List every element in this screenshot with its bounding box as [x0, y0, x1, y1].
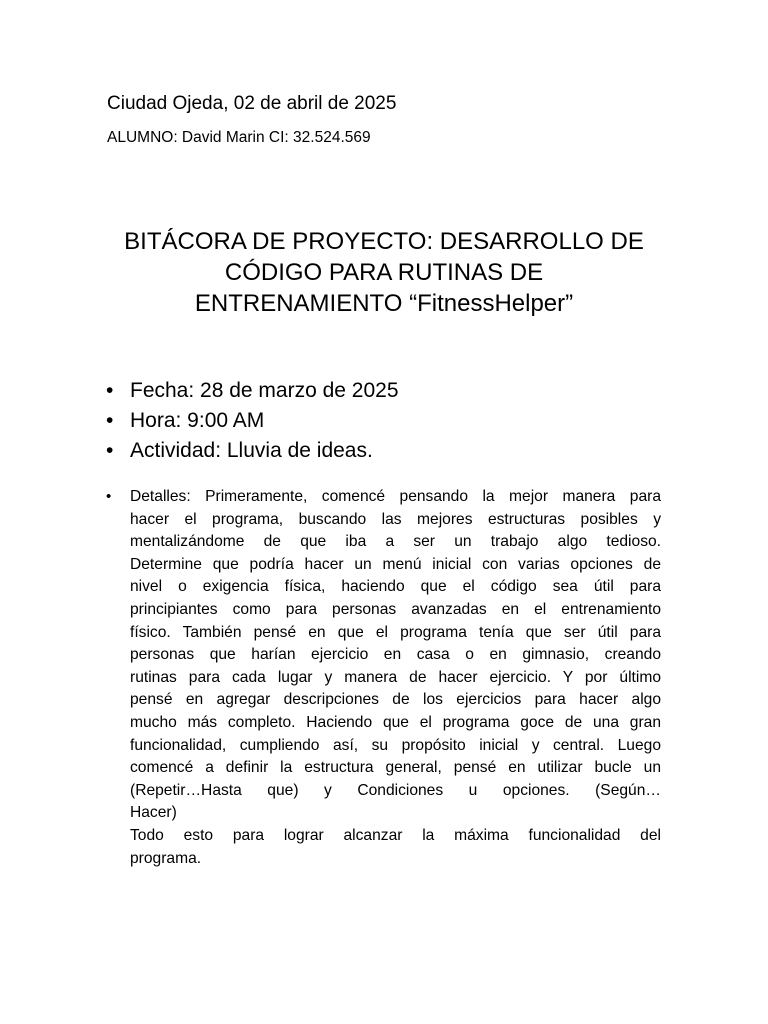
details-line: mentalizándome de que iba a ser un trabajo algo tedioso. [130, 533, 661, 551]
actividad-text: Actividad: Lluvia de ideas. [130, 439, 373, 462]
details-line: físico. También pensé en que el programa tenía que ser útil para [130, 623, 661, 641]
bullet-icon: • [106, 379, 114, 402]
details-line: personas que harían ejercicio en casa o en gimnasio, creando [130, 646, 661, 664]
details-line: rutinas para cada lugar y manera de hacer ejercicio. Y por último [130, 668, 661, 686]
details-line: Hacer) [130, 804, 177, 822]
details-paragraph [130, 486, 661, 870]
details-line: (Repetir…Hasta que) y Condiciones u opciones. (Según… [130, 781, 661, 799]
details-line: mucho más completo. Haciendo que el programa goce de una gran [130, 713, 661, 731]
title-line-2: CÓDIGO PARA RUTINAS DE [224, 259, 544, 286]
details-line: comencé a definir la estructura general, pensé en utilizar bucle un [130, 759, 661, 777]
details-line: pensé en agregar descripciones de los ejercicios para hacer algo [130, 691, 661, 709]
student-info-line: ALUMNO: David Marin CI: 32.524.569 [107, 129, 371, 146]
details-line: programa. [130, 849, 202, 867]
fecha-text: Fecha: 28 de marzo de 2025 [130, 379, 399, 402]
title-line-3: ENTRENAMIENTO “FitnessHelper” [194, 290, 574, 317]
log-entry-list [106, 376, 399, 466]
details-line: Determine que podría hacer un menú inicial con varias opciones de [130, 555, 661, 573]
hora-text: Hora: 9:00 AM [130, 409, 265, 432]
bullet-icon: • [106, 409, 114, 432]
details-line: nivel o exigencia física, haciendo que el código sea útil para [130, 578, 661, 596]
details-item [106, 486, 661, 870]
bullet-icon: • [106, 439, 114, 462]
document-title [90, 226, 678, 319]
details-line: Detalles: Primeramente, comencé pensando la mejor manera para [130, 488, 661, 505]
list-item-hora [106, 406, 399, 436]
details-line: Todo esto para lograr alcanzar la máxima funcionalidad del [130, 826, 661, 844]
details-line: hacer el programa, buscando las mejores estructuras posibles y [130, 510, 661, 528]
date-location-line: Ciudad Ojeda, 02 de abril de 2025 [107, 93, 397, 114]
bullet-icon: • [106, 488, 112, 505]
details-line: funcionalidad, cumpliendo así, su propósito inicial y central. Luego [130, 736, 661, 754]
title-line-1: BITÁCORA DE PROYECTO: DESARROLLO DE [124, 228, 644, 255]
list-item-actividad [106, 436, 399, 466]
details-line: principiantes como para personas avanzadas en el entrenamiento [130, 600, 661, 618]
list-item-fecha [106, 376, 399, 406]
